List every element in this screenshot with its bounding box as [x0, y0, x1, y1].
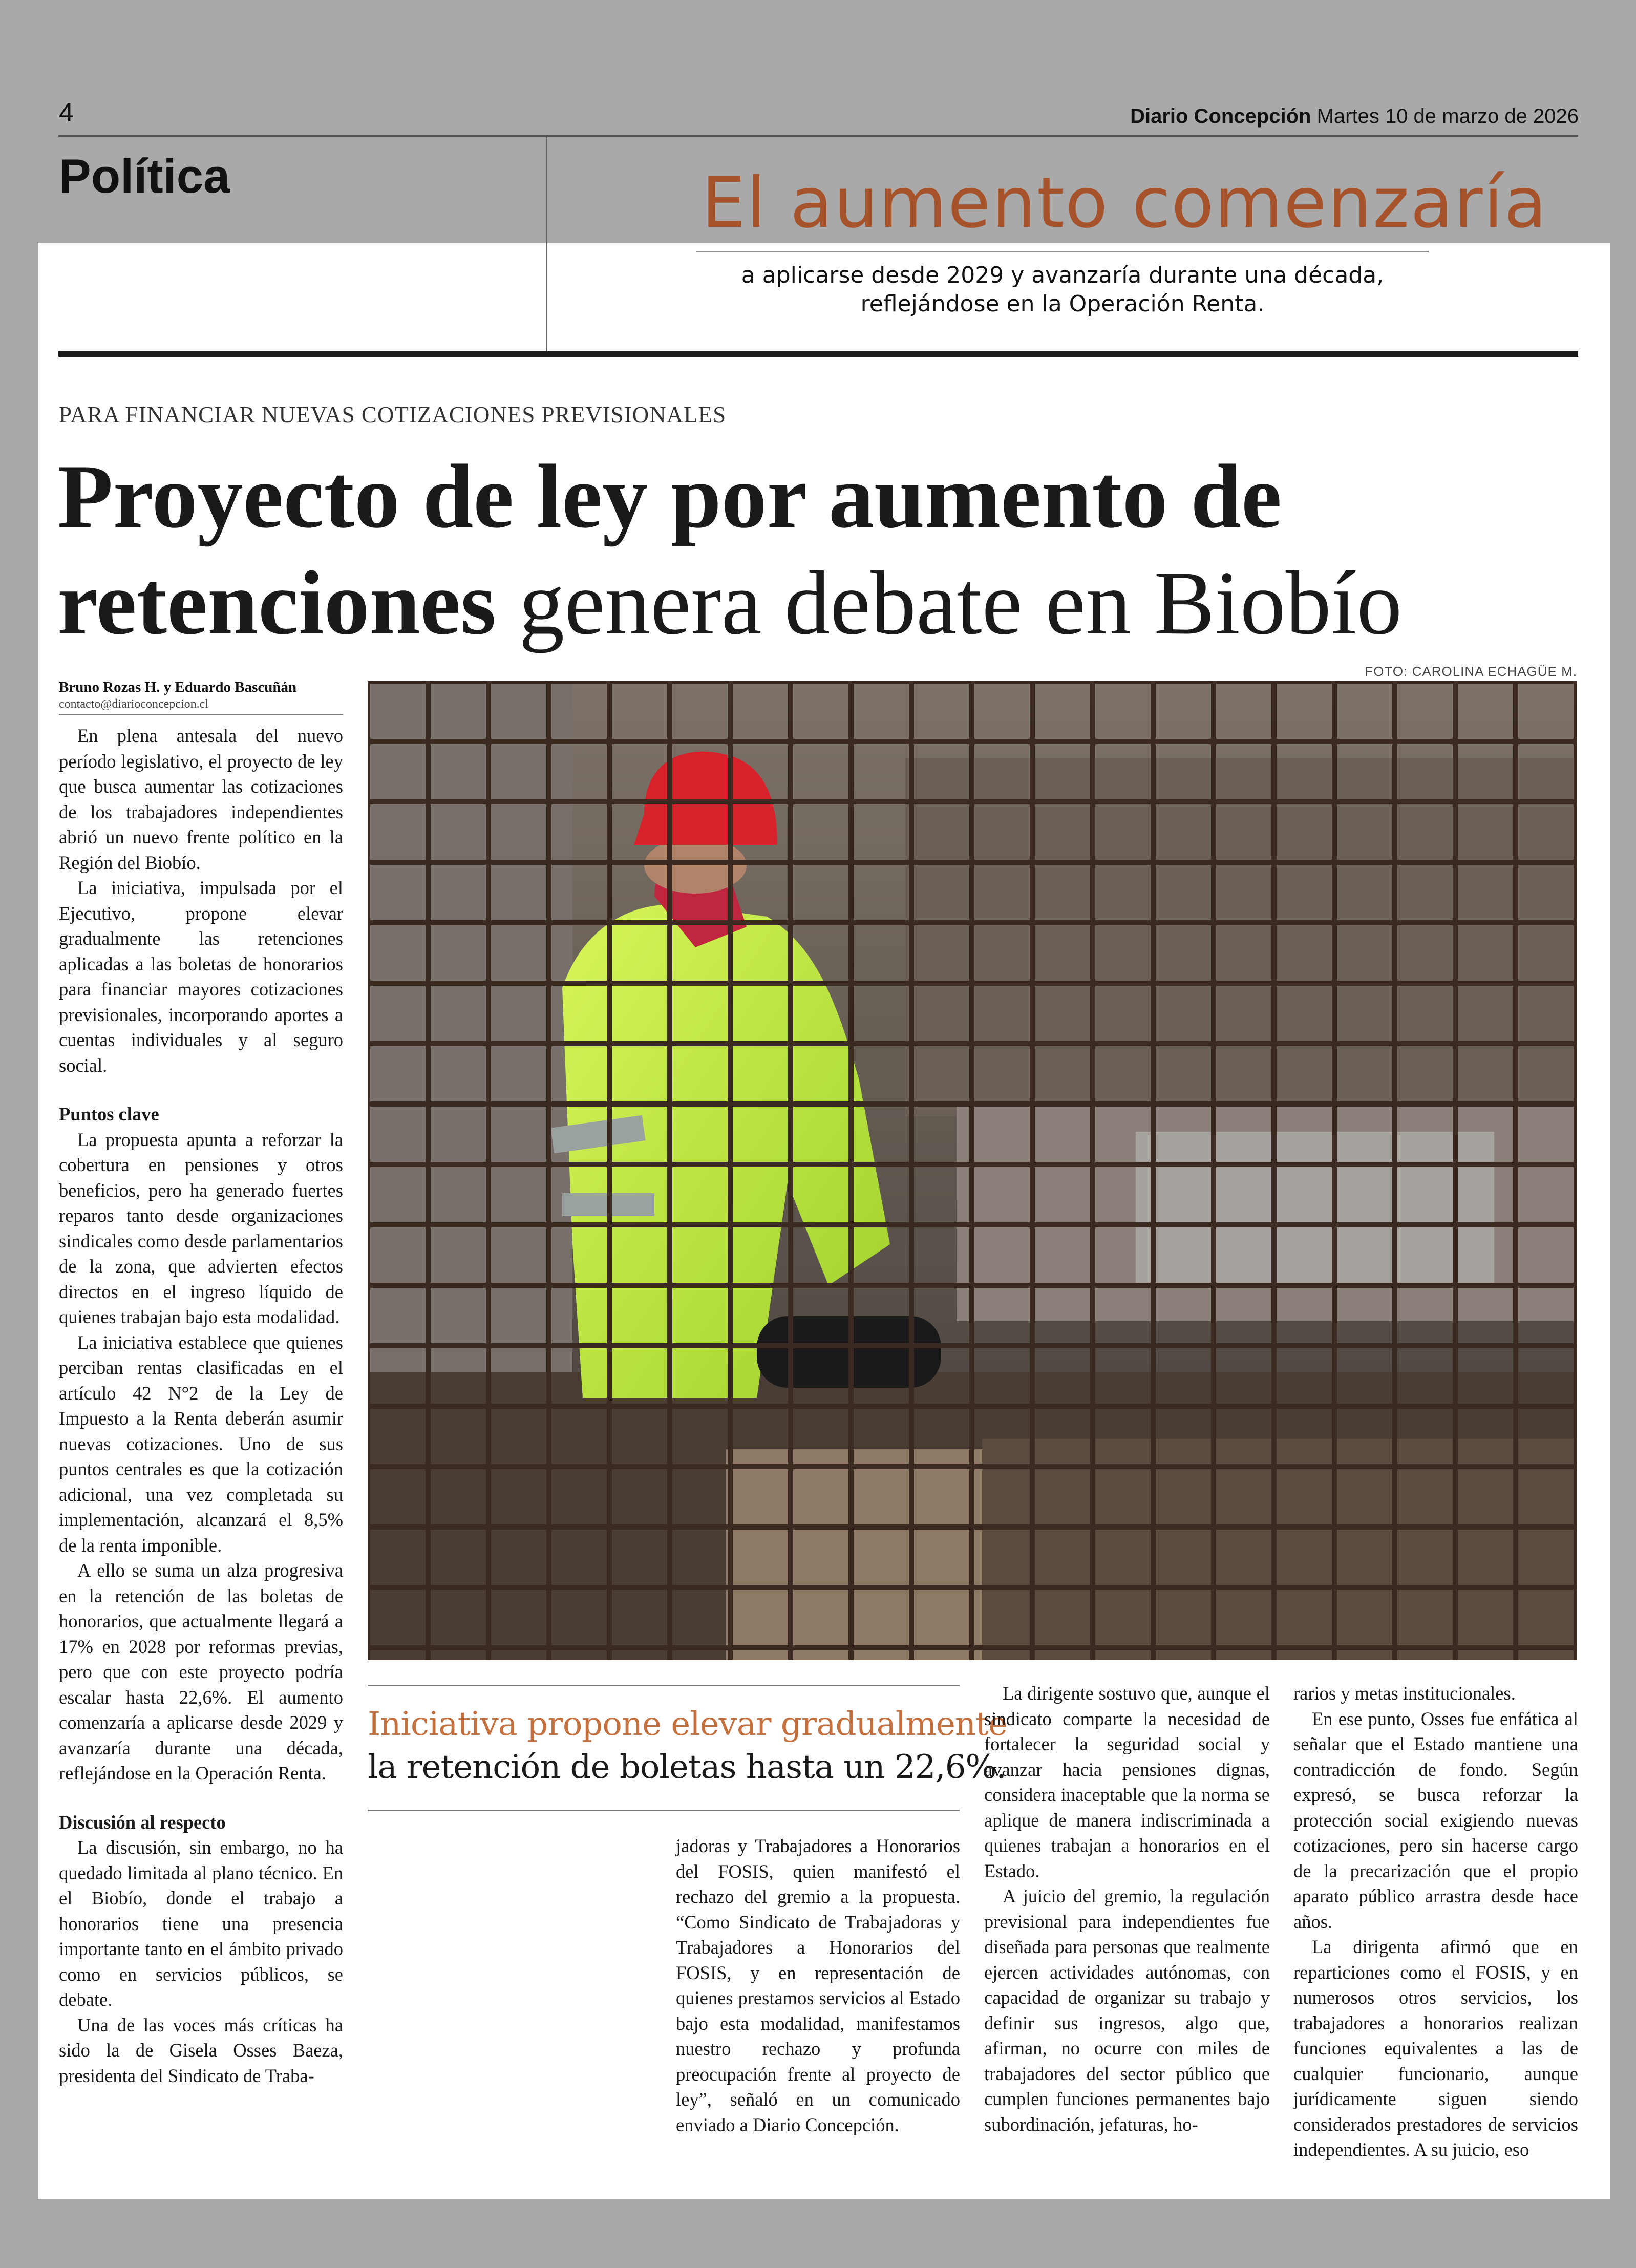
article-column-1	[59, 723, 343, 2088]
paragraph: Una de las voces más críticas ha sido la de Gisela Osses Baeza, presidenta del Sindicato de Traba-	[59, 2014, 343, 2086]
subheading-puntos-clave: Puntos clave	[59, 1104, 159, 1125]
page-number: 4	[59, 98, 74, 128]
paragraph: La discusión, sin embargo, no ha quedado limitada al plano técnico. En el Biobío, donde el trabajo a honorarios tiene una presencia importante tanto en el ámbito privado como en servicios públicos, se debate.	[59, 1837, 343, 2010]
paragraph: A juicio del gremio, la regulación previsional para independientes fue diseñada para personas que realmente ejercen actividades autónomas, con capacidad de organizar su trabajo y definir sus ingresos, algo que, afirman, no ocurre con miles de trabajadores del sector público que cumplen funciones permanentes bajo subordinación, jefaturas, ho-	[984, 1885, 1270, 2135]
paragraph: A ello se suma un alza progresiva en la retención de las boletas de honorarios, que actualmente llegará a 17% en 2028 por reformas previas, pero que con este proyecto podría escalar hasta 22,6%. El aumento comenzaría a aplicarse desde 2029 y avanzaría durante una década, reflejándose en la Operación Renta.	[59, 1560, 343, 1784]
article-column-2	[676, 1833, 960, 2137]
paragraph: rarios y metas institucionales.	[1293, 1683, 1516, 1704]
highlight-line-2: la retención de boletas hasta un 22,6%.	[368, 1748, 1006, 1786]
byline-email: contacto@diarioconcepcion.cl	[59, 697, 208, 711]
byline-authors: Bruno Rozas H. y Eduardo Bascuñán	[59, 679, 297, 695]
photo-credit: FOTO: CAROLINA ECHAGÜE M.	[1365, 664, 1577, 679]
highlight-rule-bottom	[368, 1810, 960, 1811]
article-column-3	[984, 1681, 1270, 2137]
paragraph: En plena antesala del nuevo período legislativo, el proyecto de ley que busca aumentar las cotizaciones de los trabajadores independientes abrió un nuevo frente político en la Región del Biobío.	[59, 725, 343, 873]
paragraph: La dirigenta afirmó que en reparticiones como el FOSIS, y en numerosos otros servicios, los trabajadores a honorarios realizan funciones equivalentes a las de cualquier funcionario, aunque jurídicamente siguen siendo considerados prestadores de servicios independientes. A su juicio, eso	[1293, 1936, 1578, 2160]
pull-quote-text	[696, 261, 1429, 319]
headline	[57, 443, 1583, 656]
subheading-discusion: Discusión al respecto	[59, 1811, 226, 1833]
pull-quote-rule	[696, 251, 1429, 252]
byline-rule	[59, 714, 343, 715]
header-divider	[546, 137, 547, 352]
pull-quote-line-1: a aplicarse desde 2029 y avanzaría durante una década,	[741, 262, 1384, 288]
paragraph: La propuesta apunta a reforzar la cobertura en pensiones y otros beneficios, pero ha generado fuertes reparos tanto desde organizaciones sindicales como desde parlamentarios de la zona, que advierten efectos directos en el ingreso líquido de quienes trabajan bajo esta modalidad.	[59, 1129, 343, 1327]
headline-regular: genera debate en Biobío	[496, 552, 1403, 653]
highlight-line-1: Iniciativa propone elevar gradualmente	[368, 1705, 1007, 1743]
headline-bold-1: Proyecto de ley por aumento de	[57, 446, 1282, 547]
article-column-4	[1293, 1681, 1578, 2163]
headline-bold-2: retenciones	[57, 552, 496, 653]
newspaper-name: Diario Concepción	[1130, 105, 1311, 128]
paragraph: La dirigente sostuvo que, aunque el sindicato comparte la necesidad de fortalecer la seguridad social y avanzar hacia pensiones dignas, considera inaceptable que la norma se aplique de manera indiscriminada a quienes trabajan a honorarios en el Estado.	[984, 1683, 1270, 1881]
paragraph: La iniciativa establece que quienes perciban rentas clasificadas en el artículo 42 N°2 de la Ley de Impuesto a la Renta deberán asumir nuevas cotizaciones. Uno de sus puntos centrales es que la cotización adicional, una vez completada su implementación, alcanzará el 8,5% de la renta imponible.	[59, 1331, 343, 1556]
section-title: Política	[59, 149, 230, 203]
pull-quote-line-2: reflejándose en la Operación Renta.	[860, 291, 1265, 317]
article-photo	[368, 681, 1577, 1660]
issue-date: Martes 10 de marzo de 2026	[1316, 105, 1579, 128]
paragraph: La iniciativa, impulsada por el Ejecutivo, propone elevar gradualmente las retenciones aplicadas a las boletas de honorarios para financiar mayores cotizaciones previsionales, incorporando aportes a cuentas individuales y al seguro social.	[59, 877, 343, 1076]
pull-quote-title: El aumento comenzaría	[702, 163, 1548, 244]
masthead	[1130, 105, 1579, 128]
paragraph: En ese punto, Osses fue enfática al señalar que el Estado mantiene una contradicción de fondo. Según expresó, se busca reforzar la protección social exigiendo nuevas cotizaciones, pero sin hacerse cargo de la precarización que el propio aparato público arrastra desde hace años.	[1293, 1708, 1578, 1932]
photo-illustration	[368, 681, 1577, 1660]
kicker: PARA FINANCIAR NUEVAS COTIZACIONES PREVISIONALES	[59, 402, 727, 428]
header-rule	[58, 135, 1578, 137]
paragraph: jadoras y Trabajadores a Honorarios del FOSIS, quien manifestó el rechazo del gremio a la propuesta. “Como Sindicato de Trabajadoras y Trabajadores a Honorarios del FOSIS, y en representación de quienes prestamos servicios al Estado bajo esta modalidad, manifestamos nuestro rechazo y profunda preocupación frente al proyecto de ley”, señaló en un comunicado enviado a Diario Concepción.	[676, 1835, 960, 2135]
highlight-rule-top	[368, 1685, 960, 1686]
thick-rule	[58, 351, 1578, 357]
